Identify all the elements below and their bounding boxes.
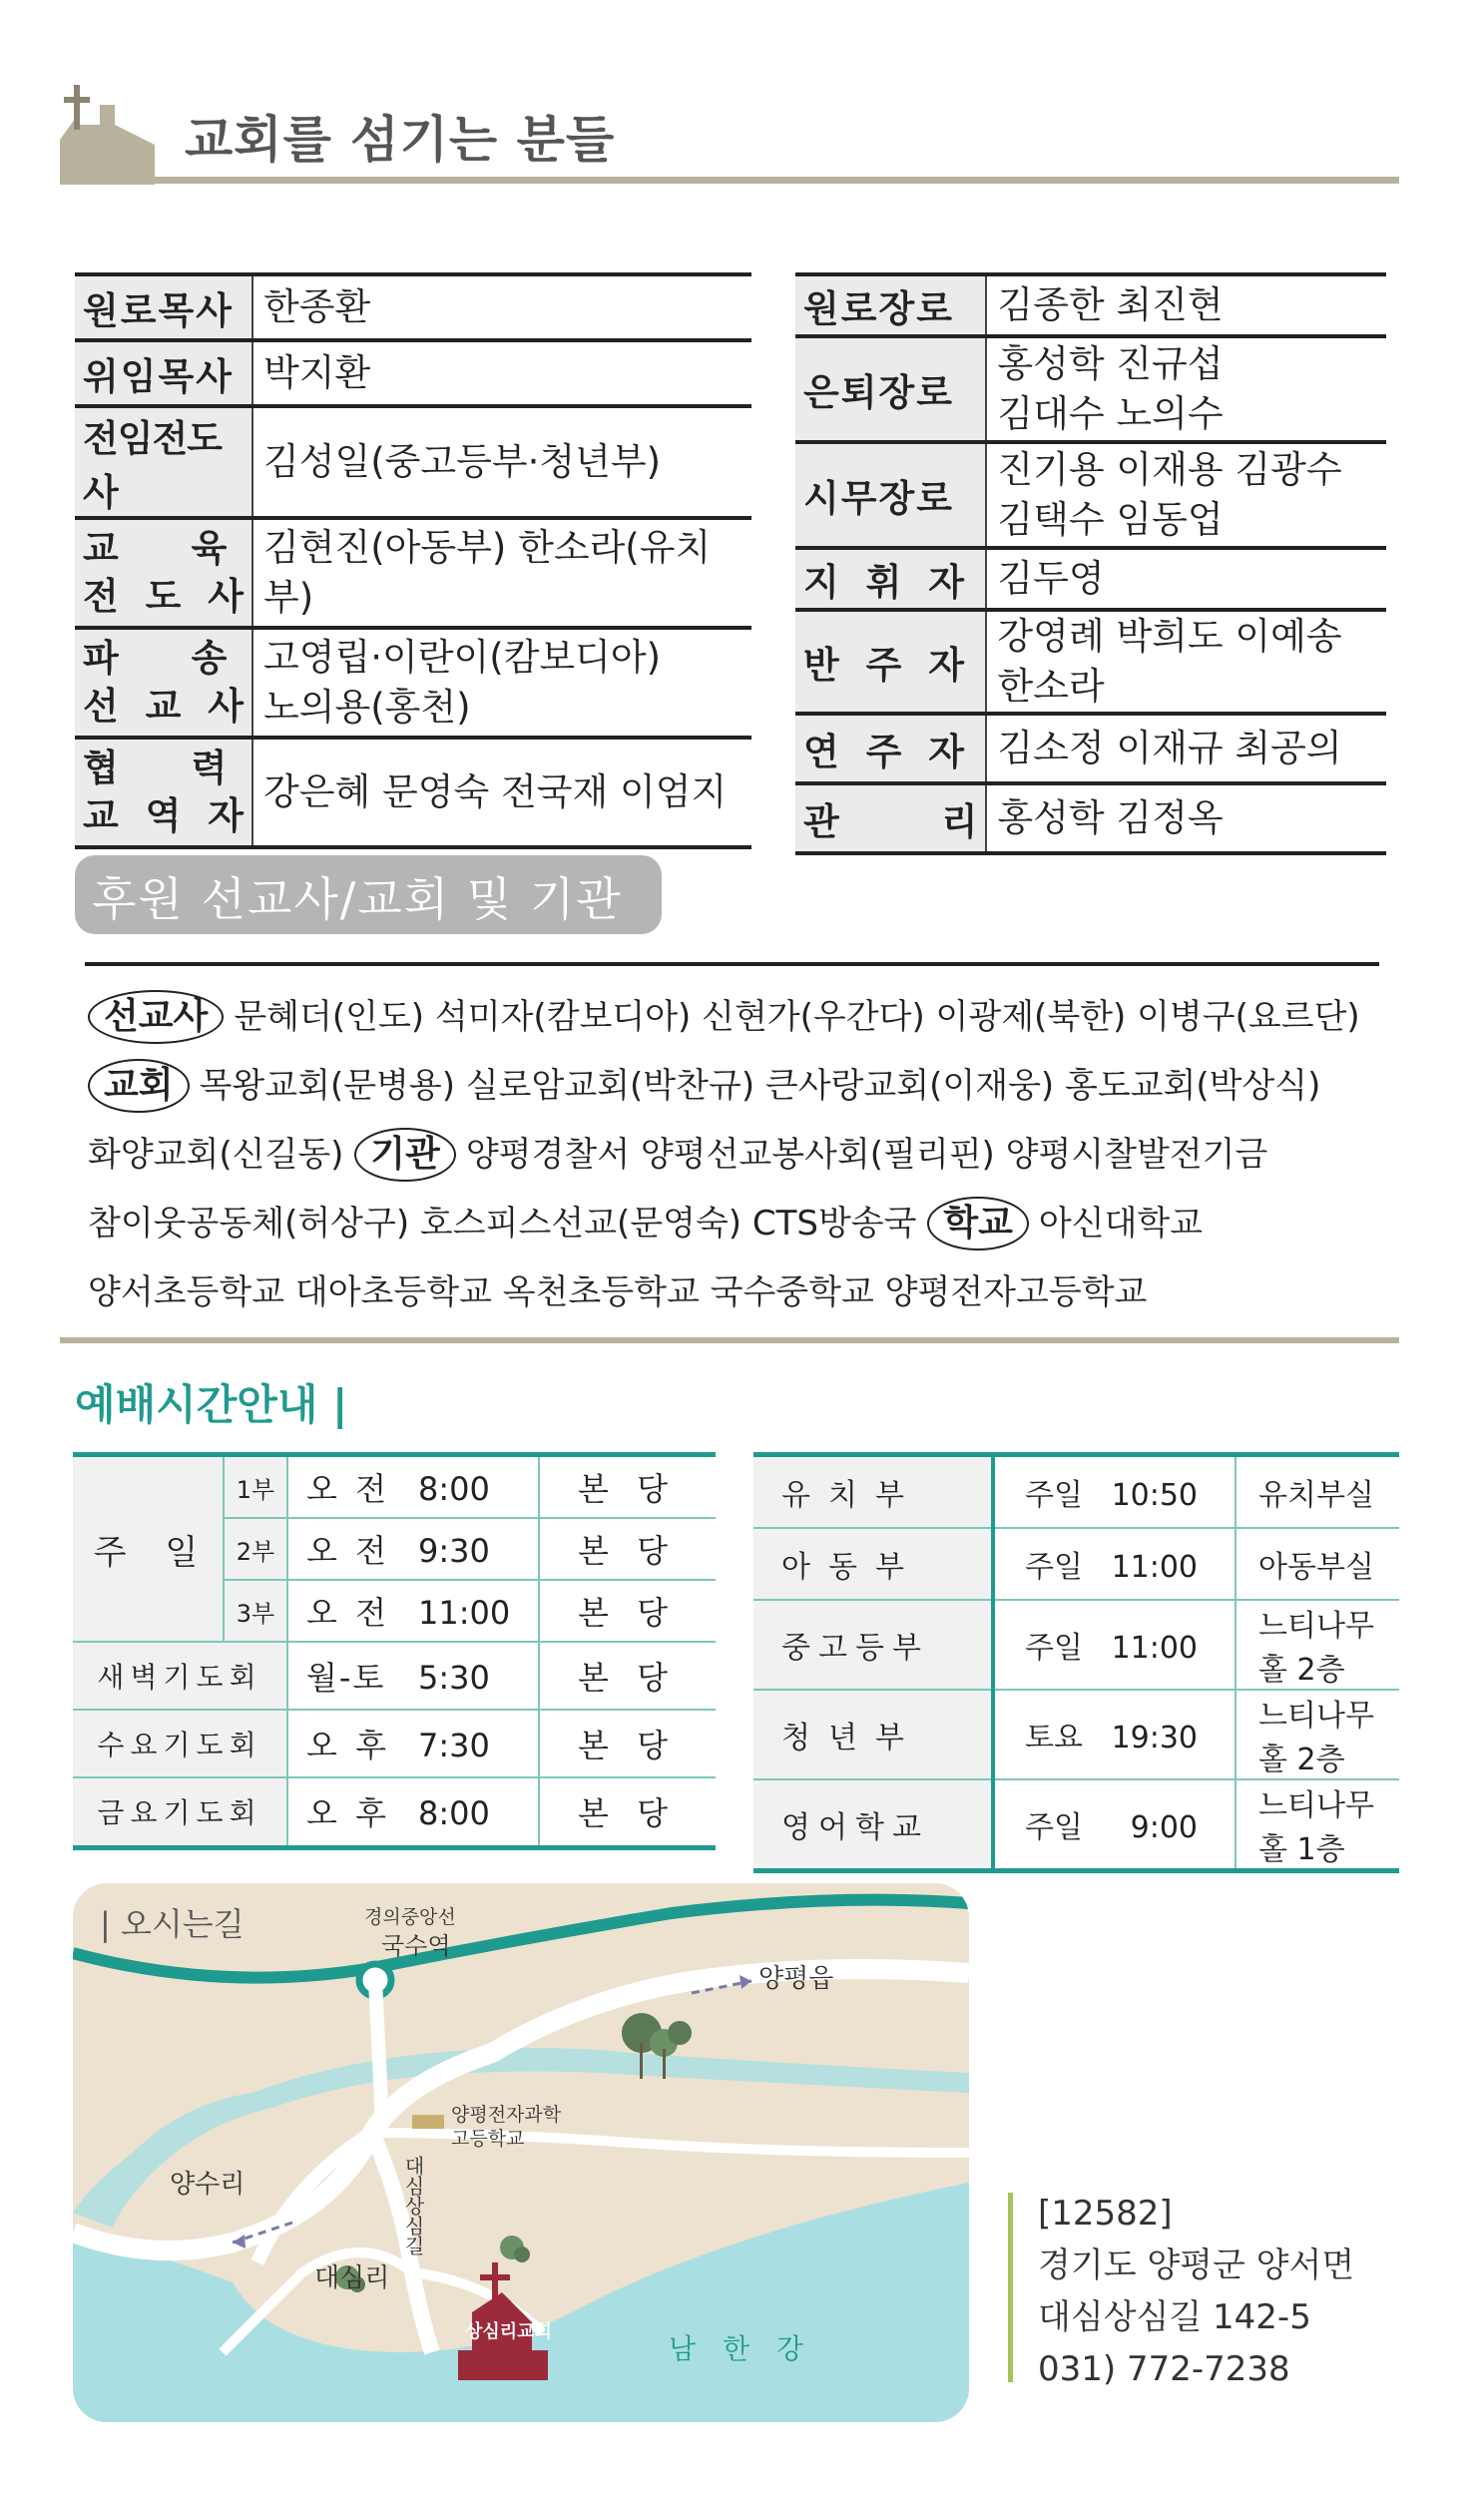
service-time: 월-토 5:30: [287, 1642, 539, 1710]
department-name: 아동부: [753, 1528, 993, 1600]
schools-text-2: 양서초등학교 대아초등학교 옥천초등학교 국수중학교 양평전자고등학교: [88, 1272, 1148, 1312]
address-line-2: 대심상심길 142-5: [1038, 2297, 1311, 2337]
org-tag: 기관: [354, 1128, 456, 1182]
service-name: 수요기도회: [73, 1710, 287, 1777]
orgs-text-2: 참이웃공동체(허상구) 호스피스선교(문영숙) CTS방송국: [88, 1204, 917, 1244]
service-place: 본 당: [539, 1580, 716, 1642]
department-name: 유치부: [753, 1455, 993, 1529]
rail-line-label: 경의중앙선: [364, 1906, 456, 1928]
worship-title: 예배시간안내 |: [75, 1380, 348, 1429]
church-label: 상심리교회: [465, 2321, 552, 2342]
service-place: 본 당: [539, 1777, 716, 1847]
staff-names: 김성일(중고등부·청년부): [252, 406, 751, 518]
role-label: 연 주 자: [795, 714, 986, 783]
department-place: 아동부실: [1236, 1528, 1399, 1600]
department-name: 청년부: [753, 1690, 993, 1779]
church-tag: 교회: [88, 1059, 190, 1113]
missionary-tag: 선교사: [88, 990, 224, 1044]
support-divider: [85, 962, 1379, 966]
worship-table-departments: [753, 1452, 1399, 1873]
role-label: 시무장로: [795, 442, 986, 548]
staff-names: 김두영: [986, 548, 1386, 610]
service-time: 오 후 7:30: [287, 1710, 539, 1777]
schools-text: 아신대학교: [1038, 1204, 1204, 1244]
worship-table-main: [73, 1452, 716, 1850]
role-label: 원로장로: [795, 274, 986, 336]
churches-text-2: 화양교회(신길동): [88, 1135, 344, 1175]
staff-names: 박지환: [252, 340, 751, 406]
staff-names: 강영례 박희도 이예송 한소라: [986, 610, 1386, 714]
part-label: 2부: [224, 1518, 287, 1580]
department-place: 느티나무홀 2층: [1236, 1690, 1399, 1779]
section-divider: [60, 1337, 1399, 1343]
role-label: 은퇴장로: [795, 336, 986, 442]
station-label: 국수역: [381, 1932, 451, 1960]
address-accent-bar: [1008, 2193, 1013, 2382]
department-time: 토요 19:30: [993, 1690, 1236, 1779]
sunday-label: 주 일: [73, 1455, 224, 1643]
address-block: [1038, 2188, 1354, 2395]
department-time: 주일 10:50: [993, 1455, 1236, 1529]
yangsuri-label: 양수리: [170, 2170, 246, 2200]
daesimri-label: 대심리: [314, 2263, 390, 2293]
role-label: 원로목사: [75, 274, 252, 340]
map-title: | 오시는길: [100, 1905, 245, 1943]
role-label: 관 리: [795, 783, 986, 853]
staff-names: 김종한 최진현: [986, 274, 1386, 336]
role-label: 위임목사: [75, 340, 252, 406]
service-place: 본 당: [539, 1455, 716, 1519]
staff-names: 고영립·이란이(캄보디아) 노의용(홍천): [252, 628, 751, 738]
river-label: 남 한 강: [669, 2332, 803, 2365]
role-label: 전임전도사: [75, 406, 252, 518]
address-line-1: 경기도 양평군 양서면: [1038, 2246, 1355, 2285]
department-time: 주일 11:00: [993, 1600, 1236, 1690]
staff-names: 진기용 이재용 김광수 김택수 임동업: [986, 442, 1386, 548]
service-time: 오 전 11:00: [287, 1580, 539, 1642]
department-time: 주일 11:00: [993, 1528, 1236, 1600]
service-name: 금요기도회: [73, 1777, 287, 1847]
staff-names: 강은혜 문영숙 전국재 이엄지: [252, 738, 751, 847]
churches-text: 목왕교회(문병용) 실로암교회(박찬규) 큰사랑교회(이재웅) 홍도교회(박상식): [199, 1066, 1321, 1106]
page-title: 교회를 섬기는 분들: [185, 111, 616, 169]
role-label: 반 주 자: [795, 610, 986, 714]
school-label: 양평전자과학 고등학교: [451, 2104, 562, 2150]
role-label: 협 력 교 역 자: [75, 738, 252, 847]
school-tag: 학교: [927, 1197, 1029, 1250]
service-place: 본 당: [539, 1710, 716, 1777]
missionaries-text: 문혜더(인도) 석미자(캄보디아) 신현가(우간다) 이광제(북한) 이병구(요르단): [234, 997, 1360, 1037]
department-name: 중고등부: [753, 1600, 993, 1690]
staff-names: 홍성학 진규섭 김대수 노의수: [986, 336, 1386, 442]
header-divider: [60, 177, 1399, 184]
department-place: 느티나무홀 2층: [1236, 1600, 1399, 1690]
staff-names: 한종환: [252, 274, 751, 340]
department-place: 느티나무홀 1층: [1236, 1779, 1399, 1871]
part-label: 1부: [224, 1455, 287, 1519]
staff-names: 홍성학 김정옥: [986, 783, 1386, 853]
orgs-text: 양평경찰서 양평선교봉사회(필리핀) 양평시찰발전기금: [465, 1135, 1268, 1175]
department-place: 유치부실: [1236, 1455, 1399, 1529]
staff-names: 김소정 이재규 최공의: [986, 714, 1386, 783]
support-list: [88, 983, 1385, 1327]
department-name: 영어학교: [753, 1779, 993, 1871]
church-cross-icon: [60, 85, 155, 185]
service-time: 오 전 8:00: [287, 1455, 539, 1519]
support-title: 후원 선교사/교회 및 기관: [92, 872, 623, 926]
staff-table-left: [75, 272, 751, 849]
zip-code: [12582]: [1038, 2194, 1173, 2234]
role-label: 교 육 전 도 사: [75, 518, 252, 628]
phone-number: 031) 772-7238: [1038, 2349, 1290, 2389]
service-name: 새벽기도회: [73, 1642, 287, 1710]
part-label: 3부: [224, 1580, 287, 1642]
service-place: 본 당: [539, 1642, 716, 1710]
town-label: 양평읍: [758, 1964, 834, 1994]
role-label: 지 휘 자: [795, 548, 986, 610]
service-time: 오 후 8:00: [287, 1777, 539, 1847]
service-place: 본 당: [539, 1518, 716, 1580]
staff-table-right: [795, 272, 1386, 855]
department-time: 주일 9:00: [993, 1779, 1236, 1871]
role-label: 파 송 선 교 사: [75, 628, 252, 738]
service-time: 오 전 9:30: [287, 1518, 539, 1580]
staff-names: 김현진(아동부) 한소라(유치부): [252, 518, 751, 628]
road-label: 대심상심길: [401, 2156, 425, 2255]
